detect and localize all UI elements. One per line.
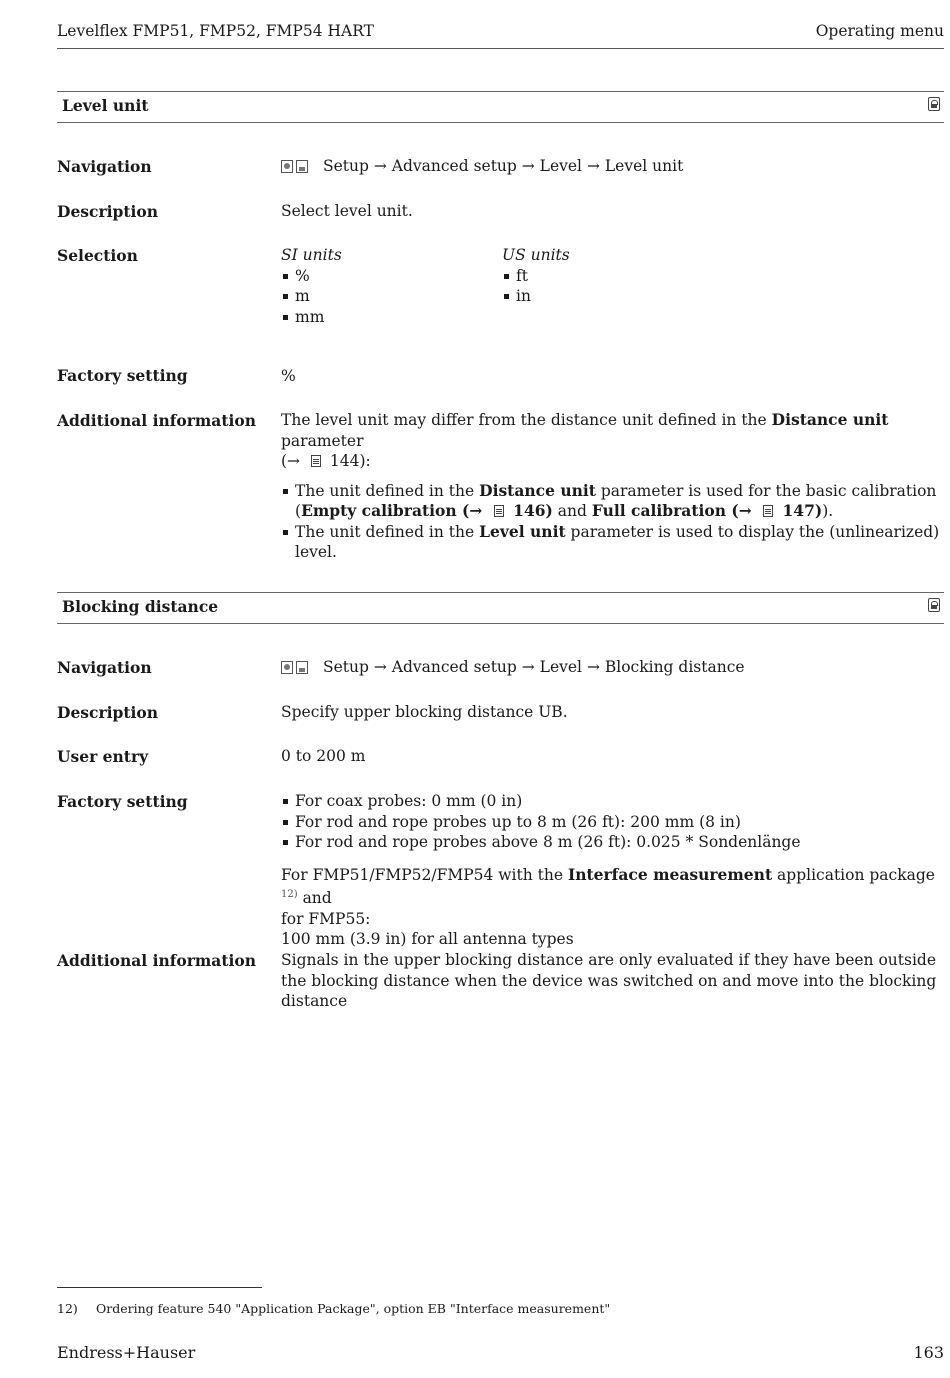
footnote-number: 12)	[57, 1301, 78, 1316]
si-units-heading: SI units	[281, 246, 342, 264]
section-title: Level unit	[62, 96, 149, 115]
page-reference-icon	[494, 505, 504, 517]
text-run: 100 mm (3.9 in) for all antenna types	[281, 930, 574, 949]
text-run: for FMP55:	[281, 909, 371, 928]
factory-setting-value	[281, 791, 941, 950]
us-units-list	[502, 245, 570, 307]
text-run: The unit defined in the	[295, 522, 480, 541]
footnote-marker: 12)	[281, 889, 298, 900]
operating-tool-icon	[281, 661, 293, 674]
description-text: Select level unit.	[281, 202, 413, 220]
footnote	[57, 1301, 610, 1316]
text-run: parameter	[281, 431, 364, 450]
list-item	[281, 481, 941, 522]
additional-information-label: Additional information	[57, 951, 257, 970]
additional-information-text: Signals in the upper blocking distance are only evaluated if they have been outside the blocking distance when the device was switched on and move into the blocking distance	[281, 951, 937, 1010]
text-run: For FMP51/FMP52/FMP54 with the	[281, 865, 568, 884]
section-header-blocking-distance	[57, 592, 944, 624]
header-rule	[57, 48, 944, 49]
text-run: and	[297, 889, 332, 908]
list-item: For rod and rope probes above 8 m (26 ft): 0.025 * Sondenlänge	[281, 832, 941, 853]
additional-information-text	[281, 410, 941, 563]
page-reference-icon	[763, 505, 773, 517]
list-item: For rod and rope probes up to 8 m (26 ft): 200 mm (8 in)	[281, 812, 941, 833]
list-item: mm	[281, 307, 342, 328]
footer-company: Endress+Hauser	[57, 1343, 196, 1362]
navigation-path-text: Setup → Advanced setup → Level → Blocking distance	[323, 658, 745, 676]
header-chapter-title: Operating menu	[815, 22, 944, 40]
page-reference: 144):	[324, 452, 371, 470]
header-document-title: Levelflex FMP51, FMP52, FMP54 HART	[57, 22, 374, 40]
list-item: m	[281, 286, 342, 307]
parameter-name: Distance unit	[771, 410, 889, 429]
text-run: parameter is used to display the (unlinearized) level.	[295, 522, 940, 561]
display-icon	[296, 160, 308, 173]
text-run: application package	[772, 865, 935, 884]
operating-tool-icon	[281, 160, 293, 173]
navigation-label: Navigation	[57, 658, 152, 677]
list-item: in	[502, 286, 570, 307]
text-run: The level unit may differ from the distance unit defined in the	[281, 411, 772, 429]
description-text: Specify upper blocking distance UB.	[281, 703, 568, 721]
user-entry-value: 0 to 200 m	[281, 747, 366, 765]
lock-icon	[928, 97, 940, 111]
page-reference-icon	[311, 455, 321, 467]
factory-setting-label: Factory setting	[57, 366, 188, 385]
parameter-name: Level unit	[479, 521, 566, 541]
list-item	[281, 522, 941, 563]
parameter-name: Distance unit	[479, 480, 596, 500]
list-item: For coax probes: 0 mm (0 in)	[281, 791, 941, 812]
list-item: %	[281, 266, 342, 287]
description-label: Description	[57, 703, 159, 722]
text-run: ).	[822, 502, 834, 520]
navigation-label: Navigation	[57, 157, 152, 176]
parameter-name: Full calibration (→	[591, 501, 758, 520]
section-title: Blocking distance	[62, 597, 219, 616]
us-units-heading: US units	[502, 246, 570, 264]
reference-arrow: (→	[281, 452, 305, 470]
text-run: and	[552, 502, 592, 520]
text-run: The unit defined in the	[295, 481, 480, 500]
factory-setting-label: Factory setting	[57, 792, 188, 811]
user-entry-label: User entry	[57, 747, 149, 766]
additional-information-label: Additional information	[57, 411, 257, 430]
text-run: parameter is used for the basic calibration (	[295, 481, 937, 520]
list-item: ft	[502, 266, 570, 287]
factory-setting-value: %	[281, 367, 296, 385]
footnote-rule	[57, 1287, 262, 1288]
factory-setting-note	[281, 865, 941, 950]
navigation-path	[281, 657, 745, 680]
page-number: 163	[913, 1343, 944, 1362]
display-icon	[296, 661, 308, 674]
selection-label: Selection	[57, 246, 138, 265]
parameter-name: Empty calibration (→	[301, 501, 488, 520]
description-label: Description	[57, 202, 159, 221]
si-units-list	[281, 245, 342, 327]
footnote-text: Ordering feature 540 "Application Package", option EB "Interface measurement"	[96, 1301, 611, 1316]
navigation-icons	[281, 659, 311, 680]
navigation-path-text: Setup → Advanced setup → Level → Level unit	[323, 157, 684, 175]
lock-icon	[928, 598, 940, 612]
additional-intro	[281, 410, 941, 472]
page-reference: 147)	[777, 501, 823, 520]
section-header-level-unit	[57, 91, 944, 123]
page-reference: 146)	[507, 501, 553, 520]
package-name: Interface measurement	[567, 864, 773, 884]
navigation-path	[281, 156, 683, 179]
navigation-icons	[281, 158, 311, 179]
